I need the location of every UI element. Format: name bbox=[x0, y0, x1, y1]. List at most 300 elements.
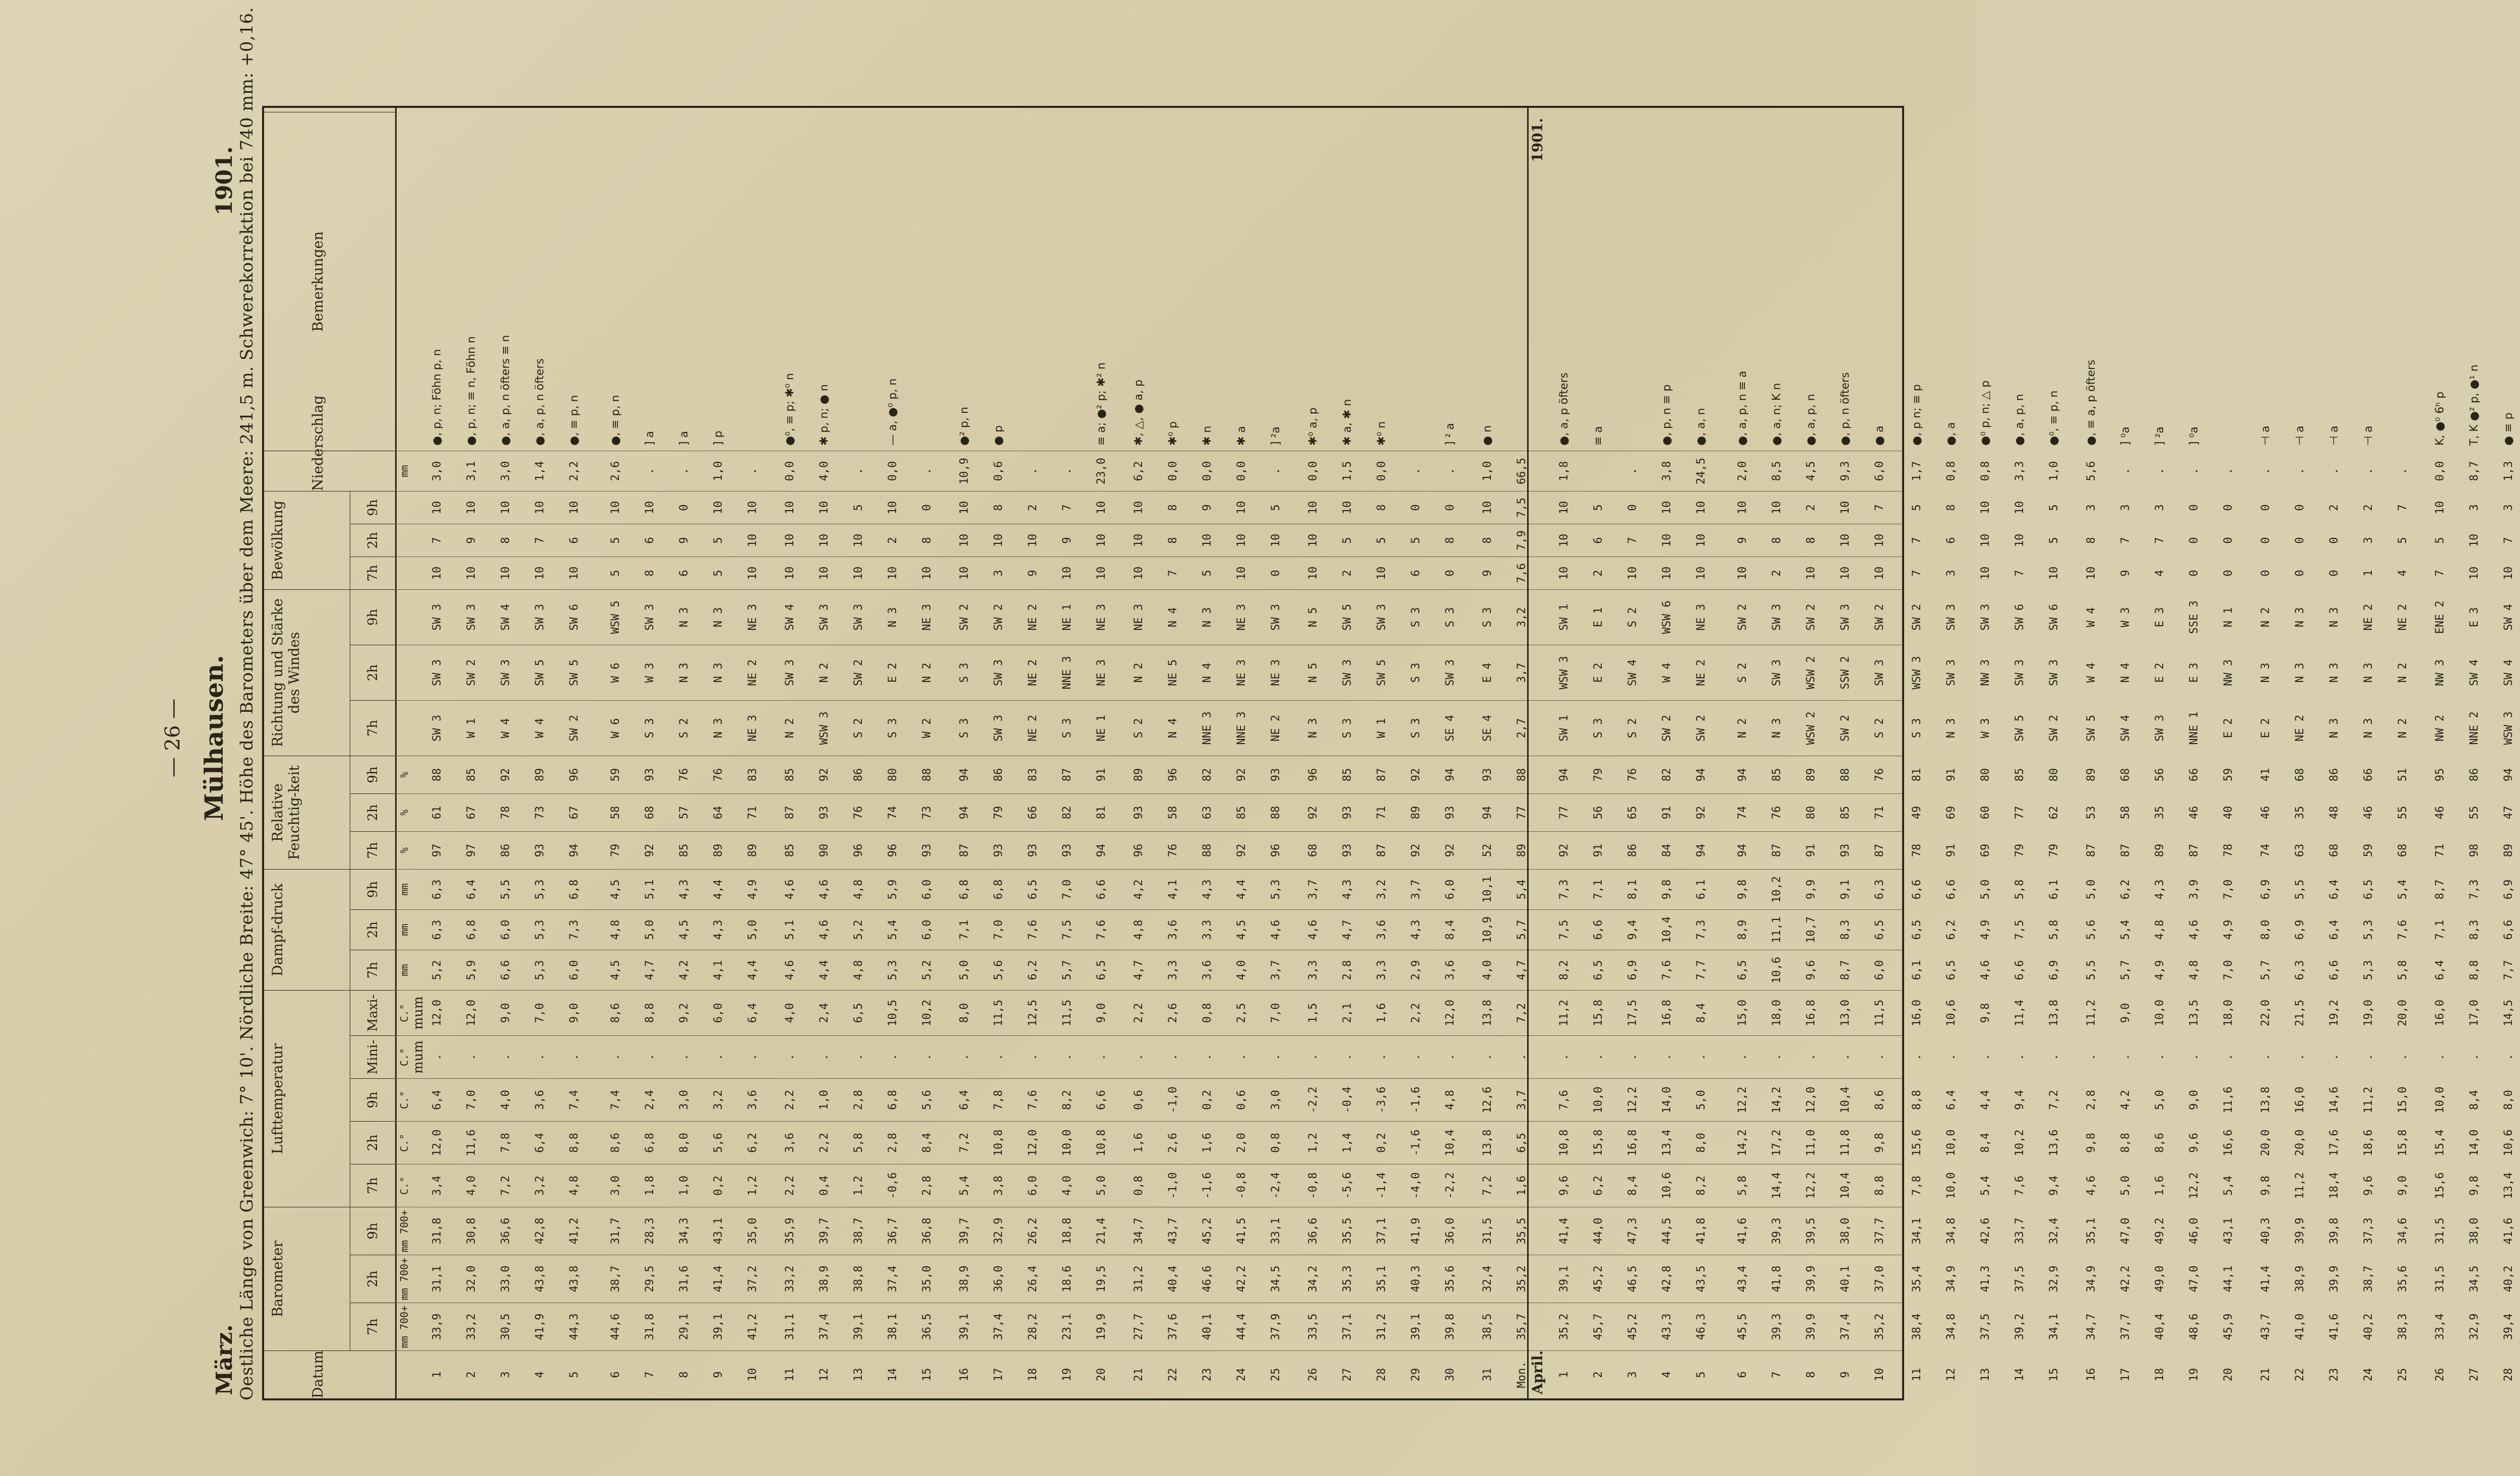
april-rem-cell: ] ⁰a bbox=[2188, 426, 2200, 446]
april-bar7-cell: 45,2 bbox=[1626, 1313, 1639, 1340]
march-rem-cell: ●, p, n; Föhn p, n bbox=[431, 349, 444, 446]
march-t9-cell: 3,6 bbox=[534, 1090, 546, 1110]
march-bar7-cell: 33,2 bbox=[465, 1313, 478, 1340]
april-dates-cell: 2 bbox=[1592, 1371, 1605, 1378]
march-t7-cell: 2,8 bbox=[921, 1176, 933, 1196]
march-bar7-cell: 44,4 bbox=[1235, 1313, 1248, 1340]
march-f9-cell: 96 bbox=[1167, 768, 1179, 782]
april-tmin-cell: . bbox=[1695, 1054, 1708, 1061]
april-t9-cell: 8,4 bbox=[2468, 1090, 2481, 1110]
march-b2-cell: 8 bbox=[1481, 537, 1494, 544]
march-f9-cell: 76 bbox=[712, 768, 725, 782]
april-bar2-cell: 35,4 bbox=[1911, 1265, 1923, 1293]
march-b7-cell: 0 bbox=[1270, 570, 1282, 577]
april-b9-cell: 0 bbox=[2188, 504, 2200, 511]
march-w9-cell: NE 2 bbox=[1027, 604, 1039, 631]
april-t2-cell: 18,6 bbox=[2362, 1129, 2375, 1156]
april-w9-cell: N 3 bbox=[2328, 607, 2341, 628]
april-t2-cell: 9,8 bbox=[1873, 1133, 1886, 1153]
march-b2-cell: 10 bbox=[1201, 533, 1214, 547]
march-f7-cell: 96 bbox=[1270, 843, 1282, 857]
april-f9-cell: 89 bbox=[2085, 768, 2098, 782]
april-tmax-cell: 11,5 bbox=[1873, 1000, 1886, 1026]
april-tmin-cell: . bbox=[2397, 1054, 2409, 1061]
april-bar9-cell: 44,0 bbox=[1592, 1217, 1605, 1245]
april-d2-cell: 7,5 bbox=[2013, 919, 2026, 940]
march-bar7-cell: 41,9 bbox=[534, 1313, 546, 1340]
april-b9-cell: 3 bbox=[2468, 504, 2481, 511]
april-tmin-cell: . bbox=[1805, 1054, 1817, 1061]
april-t2-cell: 10,0 bbox=[1945, 1129, 1958, 1156]
march-w9-cell: S 3 bbox=[1481, 607, 1494, 628]
march-bar2-cell: 38,7 bbox=[609, 1265, 622, 1293]
april-b2-cell: 6 bbox=[1945, 537, 1958, 544]
april-bar2-cell: 34,9 bbox=[1945, 1265, 1958, 1293]
march-tmin-cell: . bbox=[992, 1054, 1005, 1061]
march-rem-cell: ] ²a bbox=[1270, 426, 1282, 446]
april-bar9-cell: 39,3 bbox=[1771, 1217, 1783, 1245]
march-dates-cell: 5 bbox=[568, 1371, 581, 1378]
march-f2-cell: 93 bbox=[1444, 806, 1457, 820]
april-t9-cell: 7,2 bbox=[2048, 1090, 2060, 1110]
march-dates-cell: 28 bbox=[1375, 1368, 1388, 1382]
april-bar2-cell: 38,9 bbox=[2294, 1265, 2306, 1293]
march-dates-cell: 6 bbox=[609, 1371, 622, 1378]
april-d9-cell: 5,8 bbox=[2013, 879, 2026, 900]
april-t9-cell: 5,0 bbox=[1695, 1090, 1708, 1110]
march-b2-cell: 6 bbox=[644, 537, 656, 544]
march-tmax-cell: 7,0 bbox=[534, 1003, 546, 1023]
april-f2-cell: 92 bbox=[1695, 806, 1708, 820]
april-f2-cell: 69 bbox=[1945, 806, 1958, 820]
march-f7-cell: 93 bbox=[534, 843, 546, 857]
march-f7-cell: 92 bbox=[1444, 843, 1457, 857]
march-w9-cell: SW 3 bbox=[852, 604, 865, 631]
march-w7-cell: S 2 bbox=[1132, 718, 1145, 739]
april-d7-cell: 6,5 bbox=[1736, 960, 1749, 980]
april-f9-cell: 94 bbox=[1558, 768, 1570, 782]
march-b9-cell: 10 bbox=[465, 501, 478, 515]
april-tmin-cell: . bbox=[1771, 1054, 1783, 1061]
march-bar7-cell: 30,5 bbox=[499, 1313, 512, 1340]
april-bar7-cell: 38,3 bbox=[2397, 1313, 2409, 1340]
april-f9-cell: 56 bbox=[2154, 768, 2166, 782]
april-w7-cell: SW 2 bbox=[1661, 715, 1673, 742]
march-bar2-cell: 35,1 bbox=[1375, 1265, 1388, 1293]
march-d9-cell: 4,8 bbox=[852, 879, 865, 900]
april-d9-cell: 9,8 bbox=[1736, 879, 1749, 900]
subheader-d2: 2h bbox=[350, 909, 395, 950]
march-d2-cell: 6,0 bbox=[499, 919, 512, 940]
march-d9-cell: 6,4 bbox=[465, 879, 478, 900]
march-bar9-cell: 35,5 bbox=[1516, 1217, 1528, 1245]
unit-t2: C.° bbox=[398, 1133, 410, 1152]
april-n-cell: 3,8 bbox=[1661, 461, 1673, 481]
april-b2-cell: 10 bbox=[1873, 533, 1886, 547]
april-tmin-cell: . bbox=[2328, 1054, 2341, 1061]
march-b2-cell: 8 bbox=[1167, 537, 1179, 544]
march-n-cell: 0,0 bbox=[784, 461, 796, 481]
april-t9-cell: 15,0 bbox=[2397, 1086, 2409, 1114]
march-d9-cell: 4,5 bbox=[609, 879, 622, 900]
march-t9-cell: 7,8 bbox=[992, 1090, 1005, 1110]
header-barometer bbox=[264, 1207, 395, 1350]
april-w9-cell: SW 1 bbox=[1558, 604, 1570, 631]
march-tmin-cell: . bbox=[1375, 1054, 1388, 1061]
april-b7-cell: 10 bbox=[1873, 566, 1886, 580]
march-bar2-cell: 38,8 bbox=[852, 1265, 865, 1293]
april-d7-cell: 4,8 bbox=[2188, 960, 2200, 980]
march-rem-cell bbox=[1505, 112, 1539, 451]
march-b7-cell: 0 bbox=[1444, 570, 1457, 577]
march-b7-cell: 10 bbox=[746, 566, 759, 580]
march-d2-cell: 4,6 bbox=[1307, 919, 1319, 940]
april-bar7-cell: 45,9 bbox=[2222, 1313, 2235, 1340]
column-bar7 bbox=[395, 1303, 2515, 1350]
april-n-cell: . bbox=[2119, 467, 2132, 475]
march-bar9-cell: 34,7 bbox=[1132, 1217, 1145, 1245]
march-t7-cell: 3,4 bbox=[431, 1176, 444, 1196]
april-tmax-cell: 15,0 bbox=[1736, 1000, 1749, 1026]
march-bar7-cell: 37,4 bbox=[992, 1313, 1005, 1340]
march-tmax-cell: 8,0 bbox=[958, 1003, 971, 1023]
march-b2-cell: 10 bbox=[746, 533, 759, 547]
april-w7-cell: S 3 bbox=[1592, 718, 1605, 739]
march-tmax-cell: 8,8 bbox=[644, 1003, 656, 1023]
march-n-cell: . bbox=[921, 467, 933, 475]
april-w7-cell: SW 4 bbox=[2119, 715, 2132, 742]
march-bar2-cell: 34,2 bbox=[1307, 1265, 1319, 1293]
april-t2-cell: 16,6 bbox=[2222, 1129, 2235, 1156]
april-t7-cell: 10,0 bbox=[1945, 1172, 1958, 1199]
subheader-tmax: Maxi-mum bbox=[350, 990, 395, 1035]
march-bar9-cell: 36,6 bbox=[1307, 1217, 1319, 1245]
april-dates-cell: 7 bbox=[1771, 1371, 1783, 1378]
march-n-cell: 0,6 bbox=[992, 461, 1005, 481]
march-f2-cell: 93 bbox=[818, 806, 831, 820]
march-t9-cell: 6,4 bbox=[958, 1090, 971, 1110]
april-d7-cell: 6,4 bbox=[2434, 960, 2446, 980]
march-f2-cell: 77 bbox=[1516, 806, 1528, 820]
march-rem-cell: ✱ a bbox=[1235, 426, 1248, 446]
april-f9-cell: 68 bbox=[2294, 768, 2306, 782]
april-d7-cell: 6,5 bbox=[1592, 960, 1605, 980]
march-f9-cell: 82 bbox=[1201, 768, 1214, 782]
april-rem-cell bbox=[1616, 112, 1650, 451]
march-t7-cell: -0,8 bbox=[1307, 1172, 1319, 1199]
march-t9-cell: 8,2 bbox=[1061, 1090, 1074, 1110]
april-d9-cell: 5,0 bbox=[1979, 879, 1992, 900]
march-dates-cell: 1 bbox=[431, 1371, 444, 1378]
march-w2-cell: SW 5 bbox=[568, 659, 581, 686]
march-t2-cell: 2,0 bbox=[1235, 1133, 1248, 1153]
march-n-cell: 23,0 bbox=[1095, 458, 1108, 484]
march-b2-cell: 10 bbox=[784, 533, 796, 547]
march-dates-cell: 8 bbox=[678, 1371, 690, 1378]
april-f7-cell: 78 bbox=[1911, 843, 1923, 857]
march-d2-cell: 6,3 bbox=[431, 919, 444, 940]
april-t2-cell: 11,0 bbox=[1805, 1129, 1817, 1156]
april-w9-cell: NE 3 bbox=[1695, 604, 1708, 631]
march-w9-cell: S 3 bbox=[1410, 607, 1422, 628]
april-rem-cell: ⊣ a bbox=[2328, 425, 2341, 446]
april-bar9-cell: 41,4 bbox=[1558, 1217, 1570, 1245]
march-rem-cell: ✱ a, ✱ n bbox=[1341, 399, 1354, 446]
april-t7-cell: 5,4 bbox=[1979, 1176, 1992, 1196]
march-tmax-cell: 9,0 bbox=[1095, 1003, 1108, 1023]
march-t2-cell: 13,8 bbox=[1481, 1129, 1494, 1156]
april-w2-cell: S 2 bbox=[1736, 662, 1749, 683]
april-n-cell: 1,3 bbox=[2502, 461, 2515, 481]
april-d2-cell: 8,0 bbox=[2259, 919, 2272, 940]
march-w9-cell: SW 4 bbox=[784, 604, 796, 631]
march-bar2-cell: 32,0 bbox=[465, 1265, 478, 1293]
march-d7-cell: 4,4 bbox=[746, 960, 759, 980]
march-t7-cell: 5,0 bbox=[1095, 1176, 1108, 1196]
march-f9-cell: 89 bbox=[1132, 768, 1145, 782]
march-b2-cell: 9 bbox=[1061, 537, 1074, 544]
april-n-cell: 0,8 bbox=[1945, 461, 1958, 481]
march-d9-cell: 4,6 bbox=[784, 879, 796, 900]
march-bar7-cell: 44,3 bbox=[568, 1313, 581, 1340]
april-tmax-cell: 13,8 bbox=[2048, 1000, 2060, 1026]
march-t2-cell: 10,4 bbox=[1444, 1129, 1457, 1156]
april-f2-cell: 71 bbox=[1873, 806, 1886, 820]
march-t9-cell: 3,0 bbox=[678, 1090, 690, 1110]
march-b7-cell: 10 bbox=[1095, 566, 1108, 580]
march-f2-cell: 61 bbox=[431, 806, 444, 820]
march-bar7-cell: 38,5 bbox=[1481, 1313, 1494, 1340]
march-tmin-cell: . bbox=[644, 1054, 656, 1061]
april-bar9-cell: 40,3 bbox=[2259, 1217, 2272, 1245]
april-f7-cell: 92 bbox=[1558, 843, 1570, 857]
march-d2-cell: 7,1 bbox=[958, 919, 971, 940]
april-tmin-cell: . bbox=[1592, 1054, 1605, 1061]
march-tmin-cell: . bbox=[712, 1054, 725, 1061]
march-f9-cell: 91 bbox=[1095, 768, 1108, 782]
april-w2-cell: NE 2 bbox=[1695, 659, 1708, 686]
march-f9-cell: 87 bbox=[1061, 768, 1074, 782]
april-w7-cell: SW 5 bbox=[2085, 715, 2098, 742]
header-nieder-label: Niederschlag bbox=[309, 395, 326, 491]
april-dates-cell: 23 bbox=[2328, 1368, 2341, 1382]
april-w7-cell: NNE 1 bbox=[2188, 711, 2200, 745]
april-bar9-cell: 34,6 bbox=[2397, 1217, 2409, 1245]
april-bar2-cell: 41,3 bbox=[1979, 1265, 1992, 1293]
march-f9-cell: 85 bbox=[1341, 768, 1354, 782]
march-n-cell: . bbox=[678, 467, 690, 475]
march-f7-cell: 89 bbox=[1516, 843, 1528, 857]
march-b2-cell: 8 bbox=[921, 537, 933, 544]
april-w9-cell: N 2 bbox=[2259, 607, 2272, 628]
april-n-cell: . bbox=[2397, 467, 2409, 475]
march-t2-cell: 12,0 bbox=[431, 1129, 444, 1156]
april-d9-cell: 7,3 bbox=[2468, 879, 2481, 900]
april-tmin-cell: . bbox=[2119, 1054, 2132, 1061]
march-f7-cell: 93 bbox=[1061, 843, 1074, 857]
april-b7-cell: 10 bbox=[2468, 566, 2481, 580]
april-w2-cell: WSW 3 bbox=[1911, 656, 1923, 690]
subheader-t9: 9h bbox=[350, 1078, 395, 1121]
march-f2-cell: 64 bbox=[712, 806, 725, 820]
march-bar2-cell: 42,2 bbox=[1235, 1265, 1248, 1293]
april-t2-cell: 15,8 bbox=[1592, 1129, 1605, 1156]
march-d2-cell: 7,6 bbox=[1027, 919, 1039, 940]
march-t9-cell: 7,4 bbox=[568, 1090, 581, 1110]
column-b7 bbox=[395, 557, 2515, 589]
year-label-april: 1901. bbox=[1529, 118, 1546, 162]
april-b2-cell: 7 bbox=[2119, 537, 2132, 544]
march-w9-cell: NE 3 bbox=[746, 604, 759, 631]
unit-t9: C.° bbox=[398, 1090, 410, 1110]
april-bar9-cell: 38,0 bbox=[2468, 1217, 2481, 1245]
march-bar9-cell: 45,2 bbox=[1201, 1217, 1214, 1245]
march-w2-cell: SW 3 bbox=[499, 659, 512, 686]
march-t7-cell: 3,8 bbox=[992, 1176, 1005, 1196]
march-b7-cell: 6 bbox=[1410, 570, 1422, 577]
march-f9-cell: 85 bbox=[465, 768, 478, 782]
april-w7-cell: S 2 bbox=[1626, 718, 1639, 739]
march-d2-cell: 5,2 bbox=[852, 919, 865, 940]
april-w2-cell: N 3 bbox=[2294, 662, 2306, 683]
march-bar7-cell: 19,9 bbox=[1095, 1313, 1108, 1340]
april-t9-cell: 6,4 bbox=[1945, 1090, 1958, 1110]
april-b2-cell: 0 bbox=[2188, 537, 2200, 544]
march-tmax-cell: 9,0 bbox=[499, 1003, 512, 1023]
april-t7-cell: 5,8 bbox=[1736, 1176, 1749, 1196]
march-d9-cell: 4,4 bbox=[712, 879, 725, 900]
april-n-cell: 4,5 bbox=[1805, 461, 1817, 481]
march-d2-cell: 4,3 bbox=[1410, 919, 1422, 940]
april-dates-cell: 9 bbox=[1839, 1371, 1852, 1378]
column-n bbox=[395, 451, 2515, 491]
april-w7-cell: SW 3 bbox=[2154, 715, 2166, 742]
march-bar2-cell: 46,6 bbox=[1201, 1265, 1214, 1293]
unit-bar2: mm 700+ bbox=[398, 1257, 410, 1301]
march-d7-cell: 4,5 bbox=[609, 960, 622, 980]
april-f7-cell: 91 bbox=[1945, 843, 1958, 857]
april-w9-cell: SW 2 bbox=[1873, 604, 1886, 631]
march-f2-cell: 58 bbox=[1167, 806, 1179, 820]
march-b9-cell: 5 bbox=[1270, 504, 1282, 511]
march-rem-cell bbox=[1050, 112, 1085, 451]
march-b7-cell: 10 bbox=[921, 566, 933, 580]
march-rem-cell bbox=[910, 112, 944, 451]
april-t2-cell: 13,4 bbox=[1661, 1129, 1673, 1156]
april-w9-cell: W 3 bbox=[2119, 607, 2132, 628]
april-f2-cell: 55 bbox=[2397, 806, 2409, 820]
april-dates-cell: 3 bbox=[1626, 1371, 1639, 1378]
april-f7-cell: 68 bbox=[2328, 843, 2341, 857]
april-w9-cell: SW 2 bbox=[1805, 604, 1817, 631]
subheader-d9: 9h bbox=[350, 869, 395, 909]
april-d2-cell: 10,7 bbox=[1805, 916, 1817, 943]
march-w7-cell: WSW 3 bbox=[818, 711, 831, 745]
march-tmax-cell: 11,5 bbox=[992, 1000, 1005, 1026]
april-t7-cell: 11,2 bbox=[2294, 1172, 2306, 1199]
march-rem-cell bbox=[842, 112, 876, 451]
april-tmax-cell: 11,2 bbox=[2085, 1000, 2098, 1026]
april-t2-cell: 14,0 bbox=[2468, 1129, 2481, 1156]
april-dates-cell: 24 bbox=[2362, 1368, 2375, 1382]
march-tmax-cell: 9,0 bbox=[568, 1003, 581, 1023]
march-bar2-cell: 19,5 bbox=[1095, 1265, 1108, 1293]
march-rem-cell: ✱, △, ● a, p bbox=[1132, 380, 1145, 446]
april-f9-cell: 89 bbox=[1805, 768, 1817, 782]
march-b9-cell: 0 bbox=[921, 504, 933, 511]
march-d7-cell: 4,0 bbox=[1235, 960, 1248, 980]
march-b7-cell: 10 bbox=[1061, 566, 1074, 580]
march-t9-cell: 2,4 bbox=[644, 1090, 656, 1110]
march-b7-cell: 7,6 bbox=[1516, 563, 1528, 583]
march-w9-cell: SW 3 bbox=[644, 604, 656, 631]
april-d7-cell: 6,3 bbox=[2294, 960, 2306, 980]
march-b7-cell: 2 bbox=[1341, 570, 1354, 577]
march-f2-cell: 81 bbox=[1095, 806, 1108, 820]
march-bar7-cell: 38,1 bbox=[887, 1313, 899, 1340]
april-bar9-cell: 47,0 bbox=[2119, 1217, 2132, 1245]
march-n-cell: 0,0 bbox=[887, 461, 899, 481]
april-f9-cell: 66 bbox=[2362, 768, 2375, 782]
march-w7-cell: NE 3 bbox=[746, 715, 759, 742]
april-f2-cell: 46 bbox=[2434, 806, 2446, 820]
april-rem-cell: ●, a bbox=[1945, 422, 1958, 446]
march-f7-cell: 88 bbox=[1201, 843, 1214, 857]
march-w2-cell: N 2 bbox=[818, 662, 831, 683]
march-bar7-cell: 33,5 bbox=[1307, 1313, 1319, 1340]
march-w9-cell: NE 3 bbox=[1095, 604, 1108, 631]
header-datum-label: Datum bbox=[309, 1350, 326, 1398]
april-b7-cell: 4 bbox=[2397, 570, 2409, 577]
march-bar9-cell: 35,9 bbox=[784, 1217, 796, 1245]
header-feucht-label: Relative Feuchtig-keit bbox=[269, 765, 302, 860]
march-tmax-cell: 11,5 bbox=[1061, 1000, 1074, 1026]
march-d2-cell: 4,6 bbox=[1270, 919, 1282, 940]
march-f2-cell: 89 bbox=[1410, 806, 1422, 820]
april-bar2-cell: 40,1 bbox=[1839, 1265, 1852, 1293]
april-bar2-cell: 34,9 bbox=[2085, 1265, 2098, 1293]
march-d9-cell: 6,0 bbox=[921, 879, 933, 900]
april-b2-cell: 10 bbox=[1661, 533, 1673, 547]
march-f7-cell: 93 bbox=[992, 843, 1005, 857]
april-t2-cell: 13,6 bbox=[2048, 1129, 2060, 1156]
april-b9-cell: 3 bbox=[2154, 504, 2166, 511]
march-rem-cell: ✱⁰ a, p bbox=[1307, 407, 1319, 446]
april-w9-cell: E 3 bbox=[2154, 607, 2166, 628]
march-w7-cell: W 4 bbox=[499, 718, 512, 739]
march-bar7-cell: 37,6 bbox=[1167, 1313, 1179, 1340]
april-f9-cell: 82 bbox=[1661, 768, 1673, 782]
april-b9-cell: 7 bbox=[2397, 504, 2409, 511]
april-w2-cell: N 3 bbox=[2259, 662, 2272, 683]
april-b7-cell: 1 bbox=[2362, 570, 2375, 577]
march-b2-cell: 9 bbox=[678, 537, 690, 544]
april-b7-cell: 0 bbox=[2259, 570, 2272, 577]
april-b2-cell: 5 bbox=[2434, 537, 2446, 544]
april-f7-cell: 71 bbox=[2434, 843, 2446, 857]
march-bar9-cell: 31,8 bbox=[431, 1217, 444, 1245]
column-w9 bbox=[395, 589, 2515, 645]
april-t2-cell: 10,2 bbox=[2013, 1129, 2026, 1156]
march-t9-cell: 0,6 bbox=[1235, 1090, 1248, 1110]
april-t9-cell: 10,0 bbox=[2434, 1086, 2446, 1114]
april-bar9-cell: 32,4 bbox=[2048, 1217, 2060, 1245]
april-bar9-cell: 46,0 bbox=[2188, 1217, 2200, 1245]
march-rem-cell: ●² p, n bbox=[958, 407, 971, 446]
column-f9 bbox=[395, 756, 2515, 793]
march-b2-cell: 5 bbox=[1410, 537, 1422, 544]
april-bar2-cell: 32,9 bbox=[2048, 1265, 2060, 1293]
